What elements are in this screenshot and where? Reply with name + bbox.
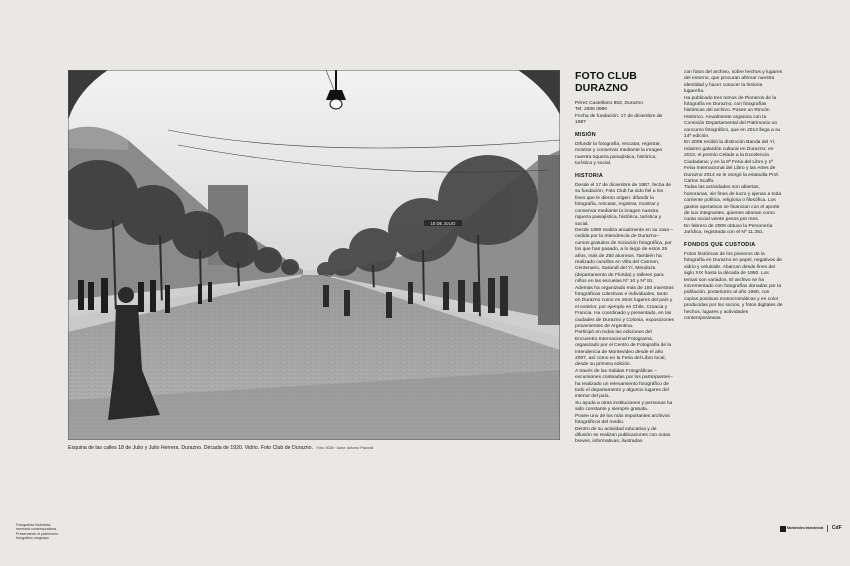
historia-paragraph: A través de las Salidas Fotográficas –excursiones costeadas por los participantes– ha realizado un relevamiento fotográfico de todo el departamento y algunos lugares del interior del país. xyxy=(575,368,673,400)
footer-series-title xyxy=(16,523,76,541)
club-phone: Tel: 2936 0990 xyxy=(575,107,608,113)
footer-line: memoria contemporánea. xyxy=(16,527,57,532)
club-info xyxy=(575,101,674,127)
footer-line: Fotografías históricas, xyxy=(16,523,52,527)
street-sign-text: 18 DE JULIO xyxy=(430,221,456,226)
historia-paragraph: Desde 1990 realiza anualmente en su casa –cedida por la Intendencia de Durazno– cursos gratuitos de iniciación fotográfica, por los que han pasado, a lo largo de estos 25 años, más de 250 alumnos. También ha realizado cursillos en Villa del Carmen, Centenario, Sarandí del Yí, Mendoza (departamento de Florida) y talleres para niños en las escuelas Nº 10 y Nº 81. xyxy=(575,227,674,285)
street-scene-illustration xyxy=(68,70,560,440)
club-title: FOTO CLUB DURAZNO xyxy=(575,70,637,94)
historia-paragraph: Posee uno de los más importantes archivos fotográficos del medio. xyxy=(575,413,670,426)
photo-credit: Foto: 0028 · Autor: Antonio Pacorali xyxy=(316,446,374,450)
club-address: Pérez Castellano 853, Durazno xyxy=(575,101,643,106)
footer-line: fotográfico uruguayo xyxy=(16,536,49,541)
mision-text: Difundir la fotografía, rescatar, registrar, mostrar y conservar mediante la imagen nuestra riqueza paisajística, histórica, turística y social. xyxy=(575,142,663,167)
historia-heading: HISTORIA xyxy=(575,172,604,179)
logo-divider xyxy=(827,525,828,532)
historic-street-photo xyxy=(68,70,560,440)
historia-continued: Todas las actividades son abiertas, honorarias, sin fines de lucro y ajenas a toda corriente política, religiosa o filosófica. Los gastos operativos se financian con el aporte de sus integrantes, quienes abonan como cuota social veinte pesos por mes. xyxy=(684,185,782,223)
photo-caption-text: Esquina de las calles 18 de Julio y Julio Herrera. Durazno. Década de 1920. Vidrio. Foto Club de Durazno. xyxy=(68,445,314,451)
text-column-1 xyxy=(575,70,674,446)
historia-paragraph: Desde el 17 de diciembre de 1987, fecha de su fundación, Foto Club ha sido fiel a los fines que le dieron origen: difundir la fotografía, rescatar, registrar, mostrar y conservar mediante la imagen nuestra riqueza paisajística, histórica, turística y social. xyxy=(575,183,671,227)
historia-paragraph: Su ayuda a otras instituciones y personas ha sido constante y siempre gratuita. xyxy=(575,400,673,413)
mision-heading: MISIÓN xyxy=(575,131,596,138)
club-founding-date: Fecha de fundación: 17 de diciembre de 1987 xyxy=(575,113,663,126)
photo-caption xyxy=(68,445,560,452)
historia-paragraph: Participó en todas las ediciones del Encuentro Internacional Fotograma, organizado por el Centro de Fotografía de la Intendencia de Montevideo desde el año 2007, así como en la Feria del Libro local, desde su primera edición. xyxy=(575,330,672,368)
intendencia-logo-text: Montevideo Intendencia xyxy=(787,525,824,530)
historia-paragraph: Además ha organizado más de 150 muestras fotográficas colectivas e individuales, tanto en Durazno como en otros lugares del país y el exterior, por ejemplo en Chile, Croacia y Francia. Ha coordinado y presentado, en las ciudades de Durazno y Colonia, exposiciones provenientes de Argentina. xyxy=(575,285,674,329)
fondos-text: Fotos históricas de los pioneros de la fotografía en Durazno en papel, negativos de vidrio y celuloide. Abarcan desde fines del siglo XIX hasta la década de 1950. Los temas son variados. El archivo se ha incrementado con fotografías donadas por la población, posteriores al año 1960, con copias positivas monocromáticas y en color producidas por los socios, y fotos digitales de hechos, lugares y actividades contemporáneas. xyxy=(684,251,783,322)
text-column-2 xyxy=(684,70,783,322)
historia-continued: Ha publicado tres tomos de Pioneros de la fotografía en Durazno, con fotografías históricas del archivo. Posee un Rincón Histórico. Anualmente organiza con la Comisión Departamental del Patrimonio un concurso fotográfico, que en 2014 llega a su 14ª edición. xyxy=(684,95,781,140)
cdf-logo xyxy=(831,524,842,531)
historia-continued: En febrero de 2009 obtuvo la Personería Jurídica, registrada con el Nº 11.351. xyxy=(684,223,773,236)
fondos-heading: FONDOS QUE CUSTODIA xyxy=(684,241,756,248)
historia-paragraph: Dentro de su actividad educativa y de difusión se realizan publicaciones con notas breves, informativas, ilustradas xyxy=(575,426,671,445)
intendencia-logo-icon xyxy=(780,526,786,532)
historia-continued: En 2008 recibió la distinción Banda del Yí, máximo galardón cultural en Durazno; en 2013, el premio Celade a la Excelencia Ciudadana; y en la 8ª Feria del Libro y 1ª Feria Internacional del Libro y las Artes de Durazno 2014 se le otorgó la estatuilla Prof. Carlos Scaffo. xyxy=(684,140,780,184)
intendencia-logo xyxy=(780,526,823,532)
footer-line: Preservando el patrimonio xyxy=(16,531,58,536)
historia-continued: con fotos del archivo, sobre hechos y lugares del entorno, que procuran afirmar nuestra identidad y hacer conocer la historia lugareña. xyxy=(684,70,783,95)
footer-logos xyxy=(780,525,842,532)
cdf-logo-text: CdF xyxy=(831,524,842,531)
